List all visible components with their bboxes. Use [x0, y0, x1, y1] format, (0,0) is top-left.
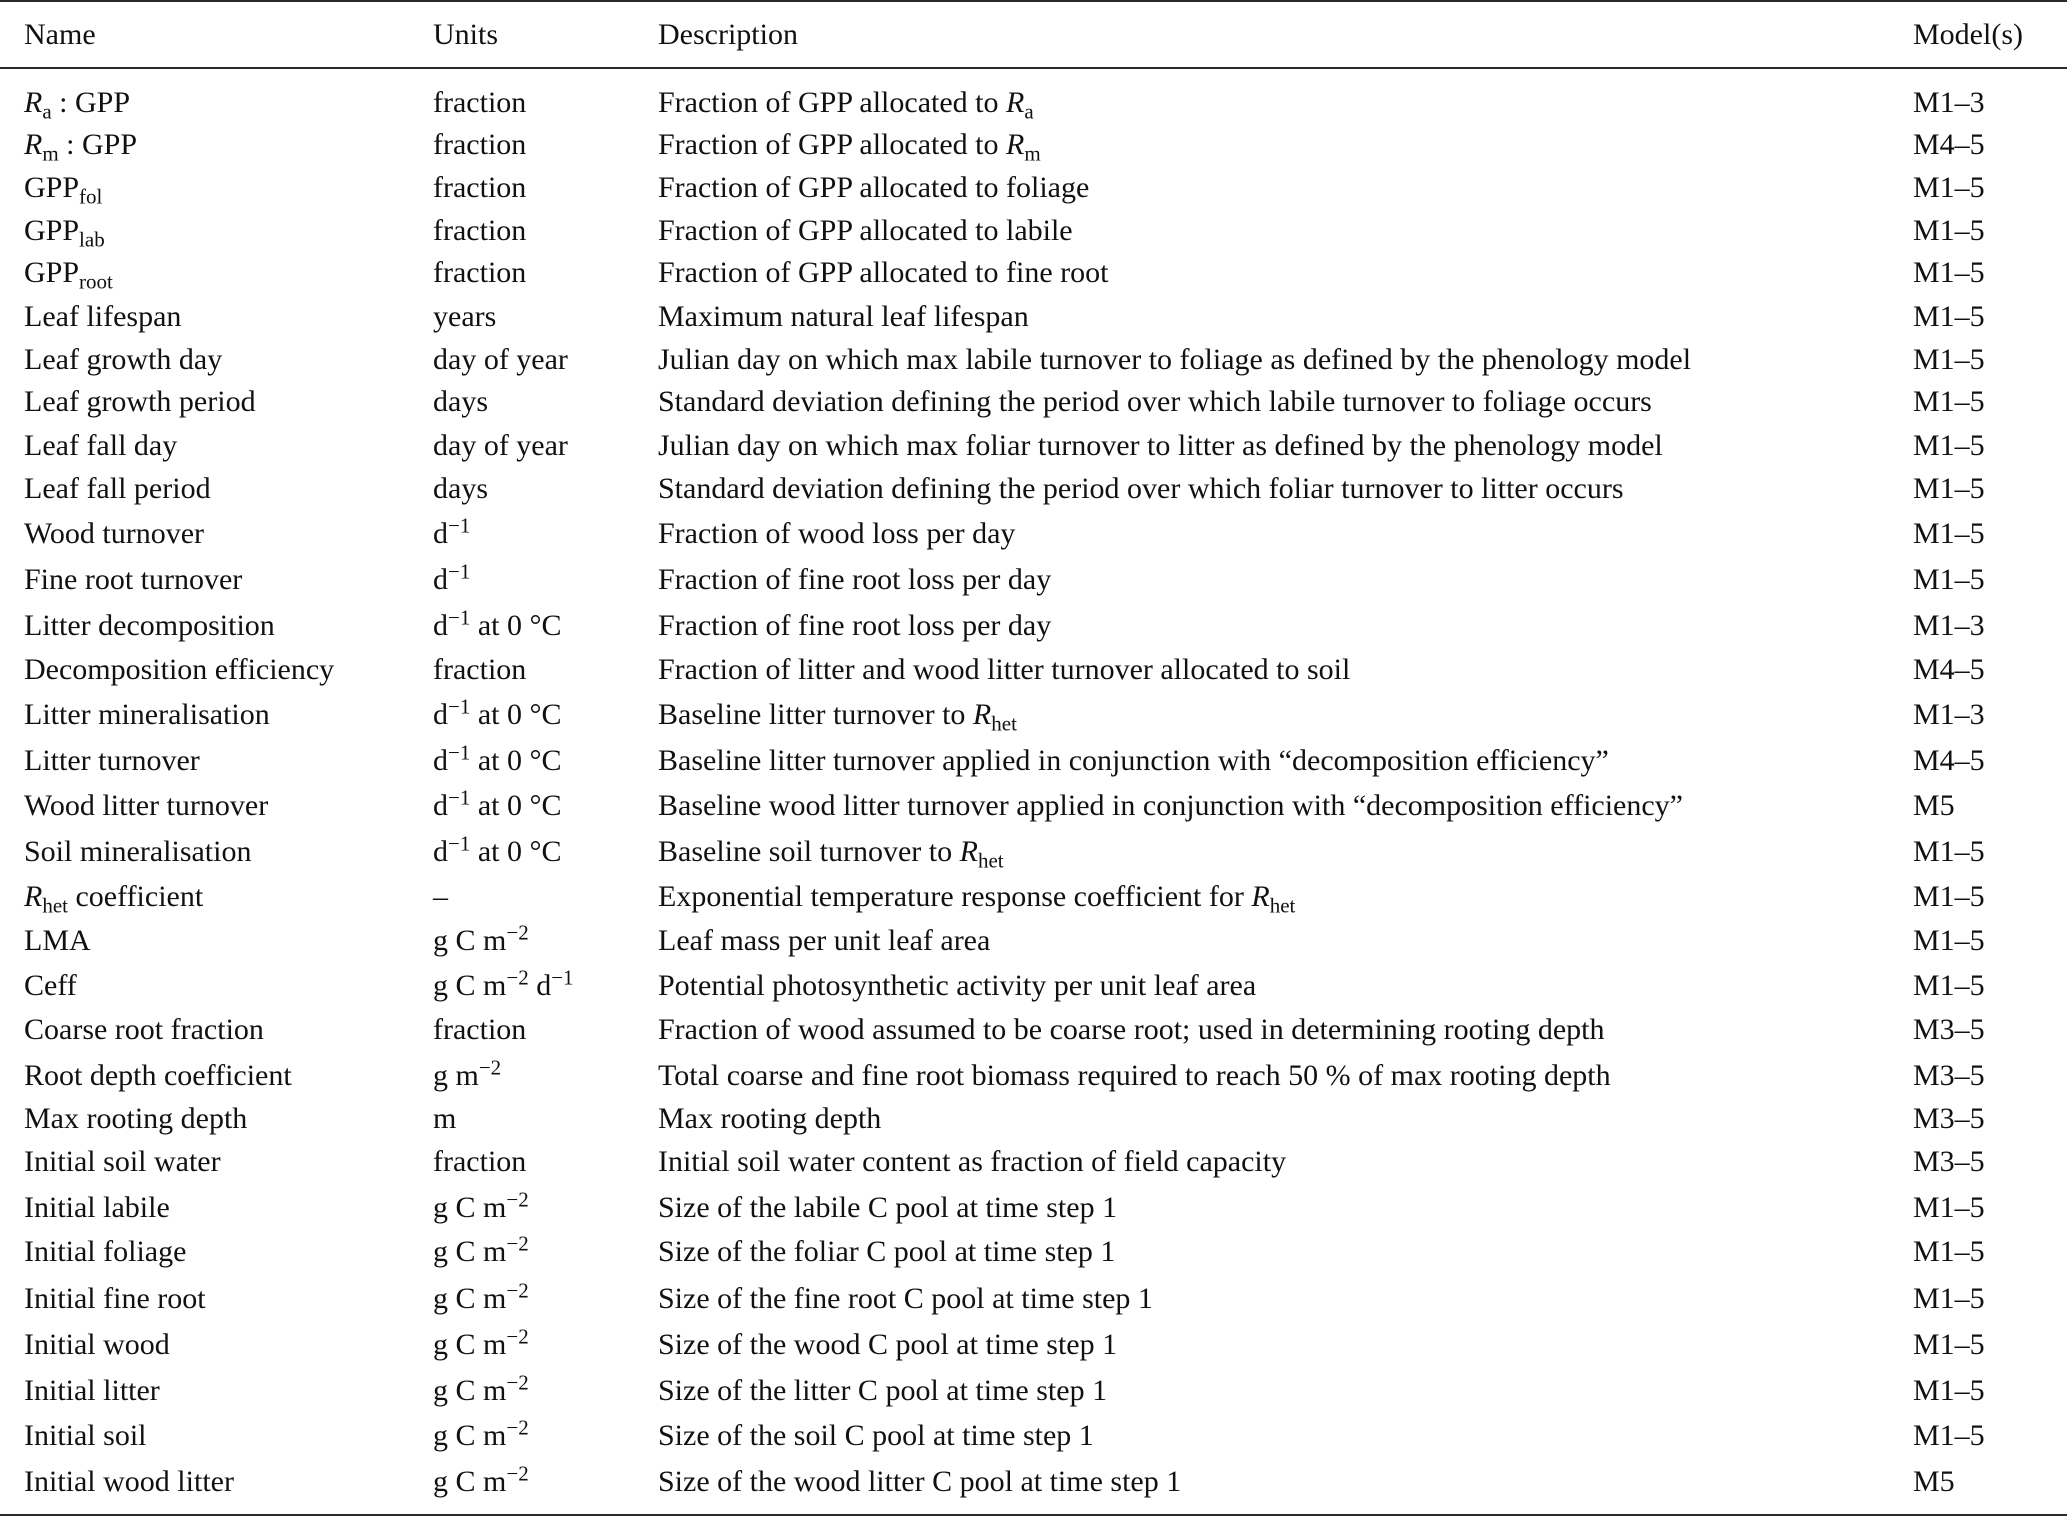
table-row [0, 380, 2067, 424]
table-row [0, 875, 2067, 919]
cell-description: Fraction of GPP allocated to foliage [658, 171, 1090, 204]
table-row [0, 830, 2067, 874]
table-row [0, 424, 2067, 468]
cell-units: fraction [433, 653, 527, 686]
cell-models: M1–5 [1913, 1328, 1985, 1361]
cell-units: $d^{-1}$ at 0 °C [433, 831, 562, 868]
cell-name: Initial wood litter [24, 1465, 234, 1498]
cell-models: M1–5 [1913, 171, 1985, 204]
cell-models: M1–5 [1913, 880, 1985, 913]
cell-description: Leaf mass per unit leaf area [658, 924, 991, 957]
cell-name: Initial soil water [24, 1145, 221, 1178]
cell-name: Fine root turnover [24, 563, 243, 596]
cell-units: fraction [433, 1013, 527, 1046]
cell-name: Ceff [24, 969, 77, 1002]
table-row [0, 1369, 2067, 1413]
cell-units: fraction [433, 256, 527, 289]
header-units: Units [433, 18, 499, 51]
cell-description: Baseline litter turnover to $R_{het}$ [658, 698, 1017, 736]
table-row [0, 251, 2067, 295]
cell-models: M3–5 [1913, 1059, 1985, 1092]
cell-name: Leaf growth period [24, 385, 256, 418]
cell-description: Max rooting depth [658, 1102, 882, 1135]
cell-name: $GPP_{fol}$ [24, 171, 103, 209]
cell-units: $d^{-1}$ at 0 °C [433, 785, 562, 822]
table-row [0, 81, 2067, 125]
cell-description: Baseline litter turnover applied in conjunction with “decomposition efficiency” [658, 744, 1609, 777]
table-row [0, 1323, 2067, 1367]
cell-description: Fraction of fine root loss per day [658, 609, 1052, 642]
table-row [0, 512, 2067, 556]
table-row [0, 739, 2067, 783]
cell-models: M3–5 [1913, 1102, 1985, 1135]
table-row [0, 1460, 2067, 1504]
cell-models: M1–5 [1913, 429, 1985, 462]
cell-units: m [433, 1102, 457, 1135]
cell-name: Leaf growth day [24, 343, 223, 376]
table-row [0, 209, 2067, 253]
cell-units: – [433, 880, 448, 913]
header-name: Name [24, 18, 96, 51]
table-row [0, 604, 2067, 648]
cell-units: g C $m^{-2}$ [433, 1415, 529, 1452]
cell-description: Exponential temperature response coefficient for $R_{het}$ [658, 880, 1296, 918]
cell-description: Baseline wood litter turnover applied in conjunction with “decomposition efficiency” [658, 789, 1683, 822]
cell-units: $d^{-1}$ [433, 559, 471, 596]
cell-name: Initial soil [24, 1419, 147, 1452]
cell-name: Initial foliage [24, 1235, 187, 1268]
cell-models: M1–5 [1913, 300, 1985, 333]
table-header-row [0, 13, 2067, 57]
table-row [0, 1054, 2067, 1098]
cell-description: Fraction of GPP allocated to $R_m$ [658, 128, 1041, 166]
cell-description: Fraction of GPP allocated to fine root [658, 256, 1109, 289]
cell-units: days [433, 385, 488, 418]
table-row [0, 1097, 2067, 1141]
cell-models: M3–5 [1913, 1013, 1985, 1046]
cell-models: M1–3 [1913, 86, 1985, 119]
table-row [0, 338, 2067, 382]
cell-name: $R_m$ : GPP [24, 128, 138, 166]
cell-units: g C $m^{-2}$ [433, 920, 529, 957]
table-row [0, 467, 2067, 511]
cell-description: Total coarse and fine root biomass required to reach 50 % of max rooting depth [658, 1059, 1611, 1092]
cell-units: g C $m^{-2}$ [433, 1324, 529, 1361]
cell-name: Initial labile [24, 1191, 170, 1224]
cell-models: M1–5 [1913, 1235, 1985, 1268]
table-row [0, 1186, 2067, 1230]
cell-models: M1–5 [1913, 385, 1985, 418]
cell-description: Size of the litter C pool at time step 1 [658, 1374, 1108, 1407]
cell-name: Litter mineralisation [24, 698, 270, 731]
cell-models: M1–5 [1913, 1191, 1985, 1224]
table-row [0, 784, 2067, 828]
cell-units: g C $m^{-2}$ $d^{-1}$ [433, 965, 574, 1002]
cell-name: Litter decomposition [24, 609, 275, 642]
cell-models: M1–5 [1913, 1419, 1985, 1452]
cell-units: fraction [433, 171, 527, 204]
cell-description: Fraction of litter and wood litter turnover allocated to soil [658, 653, 1351, 686]
table-row [0, 1230, 2067, 1274]
cell-models: M1–5 [1913, 472, 1985, 505]
table-row [0, 693, 2067, 737]
cell-units: days [433, 472, 488, 505]
table-header-rule [0, 67, 2067, 69]
cell-models: M1–5 [1913, 969, 1985, 1002]
cell-description: Baseline soil turnover to $R_{het}$ [658, 835, 1004, 873]
cell-name: Max rooting depth [24, 1102, 248, 1135]
cell-units: fraction [433, 86, 527, 119]
cell-units: g C $m^{-2}$ [433, 1461, 529, 1498]
header-description: Description [658, 18, 798, 51]
cell-name: Root depth coefficient [24, 1059, 292, 1092]
cell-name: Soil mineralisation [24, 835, 252, 868]
cell-models: M1–5 [1913, 256, 1985, 289]
cell-name: Leaf fall period [24, 472, 211, 505]
cell-description: Size of the soil C pool at time step 1 [658, 1419, 1094, 1452]
cell-models: M1–5 [1913, 924, 1985, 957]
cell-name: Initial wood [24, 1328, 170, 1361]
cell-name: $R_{het}$ coefficient [24, 880, 204, 918]
table-top-rule [0, 0, 2067, 2]
cell-models: M4–5 [1913, 653, 1985, 686]
cell-units: fraction [433, 214, 527, 247]
cell-units: years [433, 300, 497, 333]
cell-models: M5 [1913, 1465, 1955, 1498]
cell-description: Size of the fine root C pool at time step 1 [658, 1282, 1153, 1315]
cell-description: Size of the wood litter C pool at time step 1 [658, 1465, 1182, 1498]
cell-name: Initial litter [24, 1374, 160, 1407]
cell-description: Maximum natural leaf lifespan [658, 300, 1029, 333]
cell-name: Leaf fall day [24, 429, 178, 462]
table-row [0, 964, 2067, 1008]
cell-name: Coarse root fraction [24, 1013, 264, 1046]
cell-name: Initial fine root [24, 1282, 206, 1315]
table-row [0, 1414, 2067, 1458]
cell-models: M3–5 [1913, 1145, 1985, 1178]
table-row [0, 1277, 2067, 1321]
cell-models: M1–5 [1913, 214, 1985, 247]
table-row [0, 919, 2067, 963]
cell-name: $GPP_{root}$ [24, 256, 113, 294]
cell-description: Size of the wood C pool at time step 1 [658, 1328, 1118, 1361]
cell-units: g C $m^{-2}$ [433, 1370, 529, 1407]
cell-units: $d^{-1}$ [433, 513, 471, 550]
cell-description: Standard deviation defining the period over which labile turnover to foliage occurs [658, 385, 1652, 418]
cell-models: M1–3 [1913, 609, 1985, 642]
table-row [0, 123, 2067, 167]
cell-models: M4–5 [1913, 744, 1985, 777]
cell-description: Fraction of GPP allocated to labile [658, 214, 1073, 247]
cell-description: Julian day on which max labile turnover to foliage as defined by the phenology model [658, 343, 1692, 376]
cell-models: M1–5 [1913, 1282, 1985, 1315]
cell-units: g C $m^{-2}$ [433, 1278, 529, 1315]
cell-description: Potential photosynthetic activity per unit leaf area [658, 969, 1257, 1002]
table-row [0, 166, 2067, 210]
cell-description: Fraction of GPP allocated to $R_a$ [658, 86, 1034, 124]
cell-name: LMA [24, 924, 91, 957]
cell-description: Initial soil water content as fraction of field capacity [658, 1145, 1287, 1178]
cell-units: $d^{-1}$ at 0 °C [433, 694, 562, 731]
table-row [0, 1008, 2067, 1052]
cell-description: Julian day on which max foliar turnover to litter as defined by the phenology model [658, 429, 1663, 462]
cell-models: M1–5 [1913, 517, 1985, 550]
cell-models: M1–5 [1913, 1374, 1985, 1407]
cell-description: Size of the foliar C pool at time step 1 [658, 1235, 1116, 1268]
cell-units: g C $m^{-2}$ [433, 1231, 529, 1268]
cell-models: M4–5 [1913, 128, 1985, 161]
cell-units: $d^{-1}$ at 0 °C [433, 740, 562, 777]
cell-units: fraction [433, 128, 527, 161]
cell-units: day of year [433, 343, 568, 376]
cell-units: $d^{-1}$ at 0 °C [433, 605, 562, 642]
table-row [0, 558, 2067, 602]
table-bottom-rule [0, 1514, 2067, 1516]
cell-units: g $m^{-2}$ [433, 1055, 502, 1092]
cell-name: Decomposition efficiency [24, 653, 335, 686]
cell-description: Fraction of wood assumed to be coarse root; used in determining rooting depth [658, 1013, 1605, 1046]
table-row [0, 1140, 2067, 1184]
cell-models: M1–5 [1913, 563, 1985, 596]
table-row [0, 648, 2067, 692]
table-row [0, 295, 2067, 339]
cell-name: Litter turnover [24, 744, 200, 777]
cell-name: Wood turnover [24, 517, 205, 550]
cell-description: Fraction of fine root loss per day [658, 563, 1052, 596]
cell-models: M1–5 [1913, 835, 1985, 868]
cell-description: Size of the labile C pool at time step 1 [658, 1191, 1118, 1224]
cell-description: Fraction of wood loss per day [658, 517, 1016, 550]
cell-name: Leaf lifespan [24, 300, 182, 333]
cell-models: M1–3 [1913, 698, 1985, 731]
cell-description: Standard deviation defining the period over which foliar turnover to litter occurs [658, 472, 1624, 505]
cell-models: M1–5 [1913, 343, 1985, 376]
cell-units: day of year [433, 429, 568, 462]
cell-name: $GPP_{lab}$ [24, 214, 105, 252]
cell-units: g C $m^{-2}$ [433, 1187, 529, 1224]
cell-units: fraction [433, 1145, 527, 1178]
cell-name: $R_a$ : GPP [24, 86, 131, 124]
cell-name: Wood litter turnover [24, 789, 269, 822]
header-models: Model(s) [1913, 18, 2023, 51]
cell-models: M5 [1913, 789, 1955, 822]
